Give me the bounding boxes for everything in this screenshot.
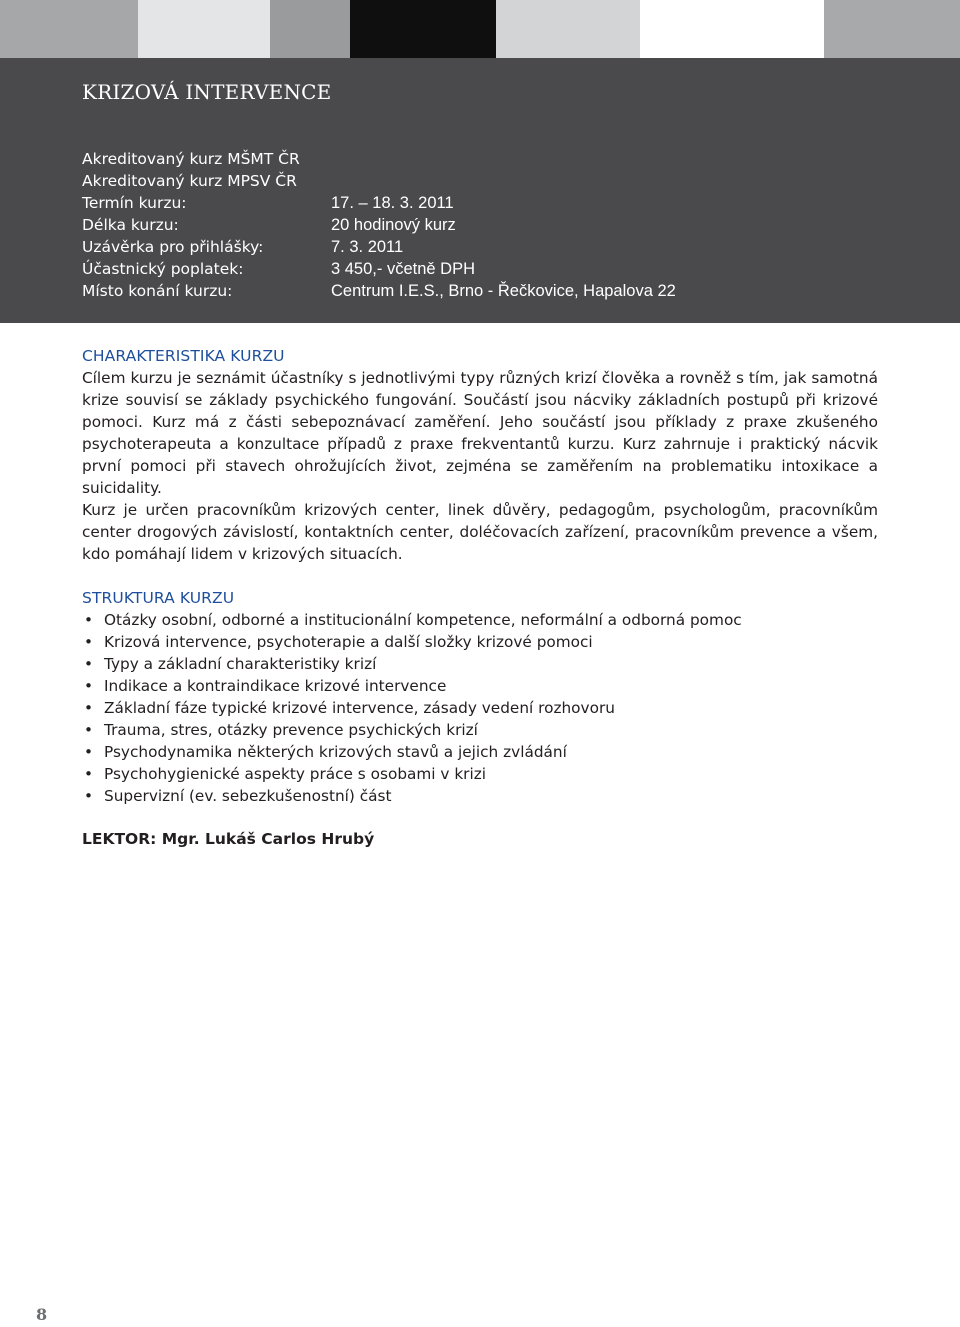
characteristics-paragraph: Cílem kurzu je seznámit účastníky s jednotlivými typy různých krizí člověka a rovněž s tím, jak samotná krize souvisí se základy psychického fungování. Součástí jsou nácviky základních postupů při krizové pomoci. Kurz má z části sebepoznávací zaměření. Jeho součástí jsou příklady z praxe zkušeného psychoterapeuta a konzultace případů z praxe frekventantů kurzu. Kurz zahrnuje i praktický nácvik první pomoci při stavech ohrožujících život, zejména se zaměřením na problematiku intoxikace a suicidality. <box>82 369 878 497</box>
course-header <box>0 58 960 323</box>
lector-line: LEKTOR: Mgr. Lukáš Carlos Hrubý <box>82 830 375 848</box>
page-number: 8 <box>36 1305 48 1324</box>
bullet-icon: • <box>84 633 94 651</box>
stripe-7 <box>824 0 960 58</box>
bullet-icon: • <box>84 699 94 717</box>
accreditation-mpsv: Akreditovaný kurz MPSV ČR <box>82 172 297 190</box>
bullet-icon: • <box>84 765 94 783</box>
bullet-icon: • <box>84 743 94 761</box>
info-value: 7. 3. 2011 <box>331 238 404 256</box>
structure-title: STRUKTURA KURZU <box>82 589 235 607</box>
stripe-4 <box>350 0 496 58</box>
target-audience-paragraph: Kurz je určen pracovníkům krizových center, linek důvěry, pedagogům, psychologům, pracovníkům center drogových závislostí, kontaktních center, doléčovacích zařízení, pracovníkům prevence a všem, kdo pomáhají lidem v krizových situacích. <box>82 501 878 563</box>
info-label: Termín kurzu: <box>82 194 187 212</box>
characteristics-title: CHARAKTERISTIKA KURZU <box>82 347 285 365</box>
info-value: 20 hodinový kurz <box>331 216 456 234</box>
info-label: Délka kurzu: <box>82 216 179 234</box>
info-label: Účastnický poplatek: <box>82 260 244 278</box>
stripe-6 <box>640 0 824 58</box>
bullet-icon: • <box>84 787 94 805</box>
bullet-icon: • <box>84 611 94 629</box>
bullet-icon: • <box>84 655 94 673</box>
stripe-2 <box>138 0 270 58</box>
bullet-icon: • <box>84 677 94 695</box>
info-label: Místo konání kurzu: <box>82 282 233 300</box>
bullet-icon: • <box>84 721 94 739</box>
course-title: KRIZOVÁ INTERVENCE <box>82 80 332 104</box>
accreditation-msmt: Akreditovaný kurz MŠMT ČR <box>82 150 300 168</box>
info-value: Centrum I.E.S., Brno - Řečkovice, Hapalova 22 <box>331 282 676 300</box>
info-value: 17. – 18. 3. 2011 <box>331 194 454 212</box>
stripe-1 <box>0 0 138 58</box>
stripe-3 <box>270 0 350 58</box>
characteristics-section <box>82 345 878 565</box>
structure-section: STRUKTURA KURZU • Otázky osobní, odborné a institucionální kompetence, neformální a odborná pomoc • Krizová intervence, psychoterapie a další složky krizové pomoci • Typy a základní charakteristiky krizí • Indikace a kontraindikace krizové intervence • Základní fáze typické krizové intervence, zásady vedení rozhovoru • Trauma, stres, otázky prevence psychických krizí • Psychodynamika některých krizových stavů a jejich zvládání • Psychohygienické aspekty práce s osobami v krizi • Supervizní (ev. sebezkušenostní) část <box>82 587 878 609</box>
info-value: 3 450,- včetně DPH <box>331 260 475 278</box>
info-label: Uzávěrka pro přihlášky: <box>82 238 264 256</box>
stripe-5 <box>496 0 640 58</box>
decorative-stripe-band <box>0 0 960 58</box>
